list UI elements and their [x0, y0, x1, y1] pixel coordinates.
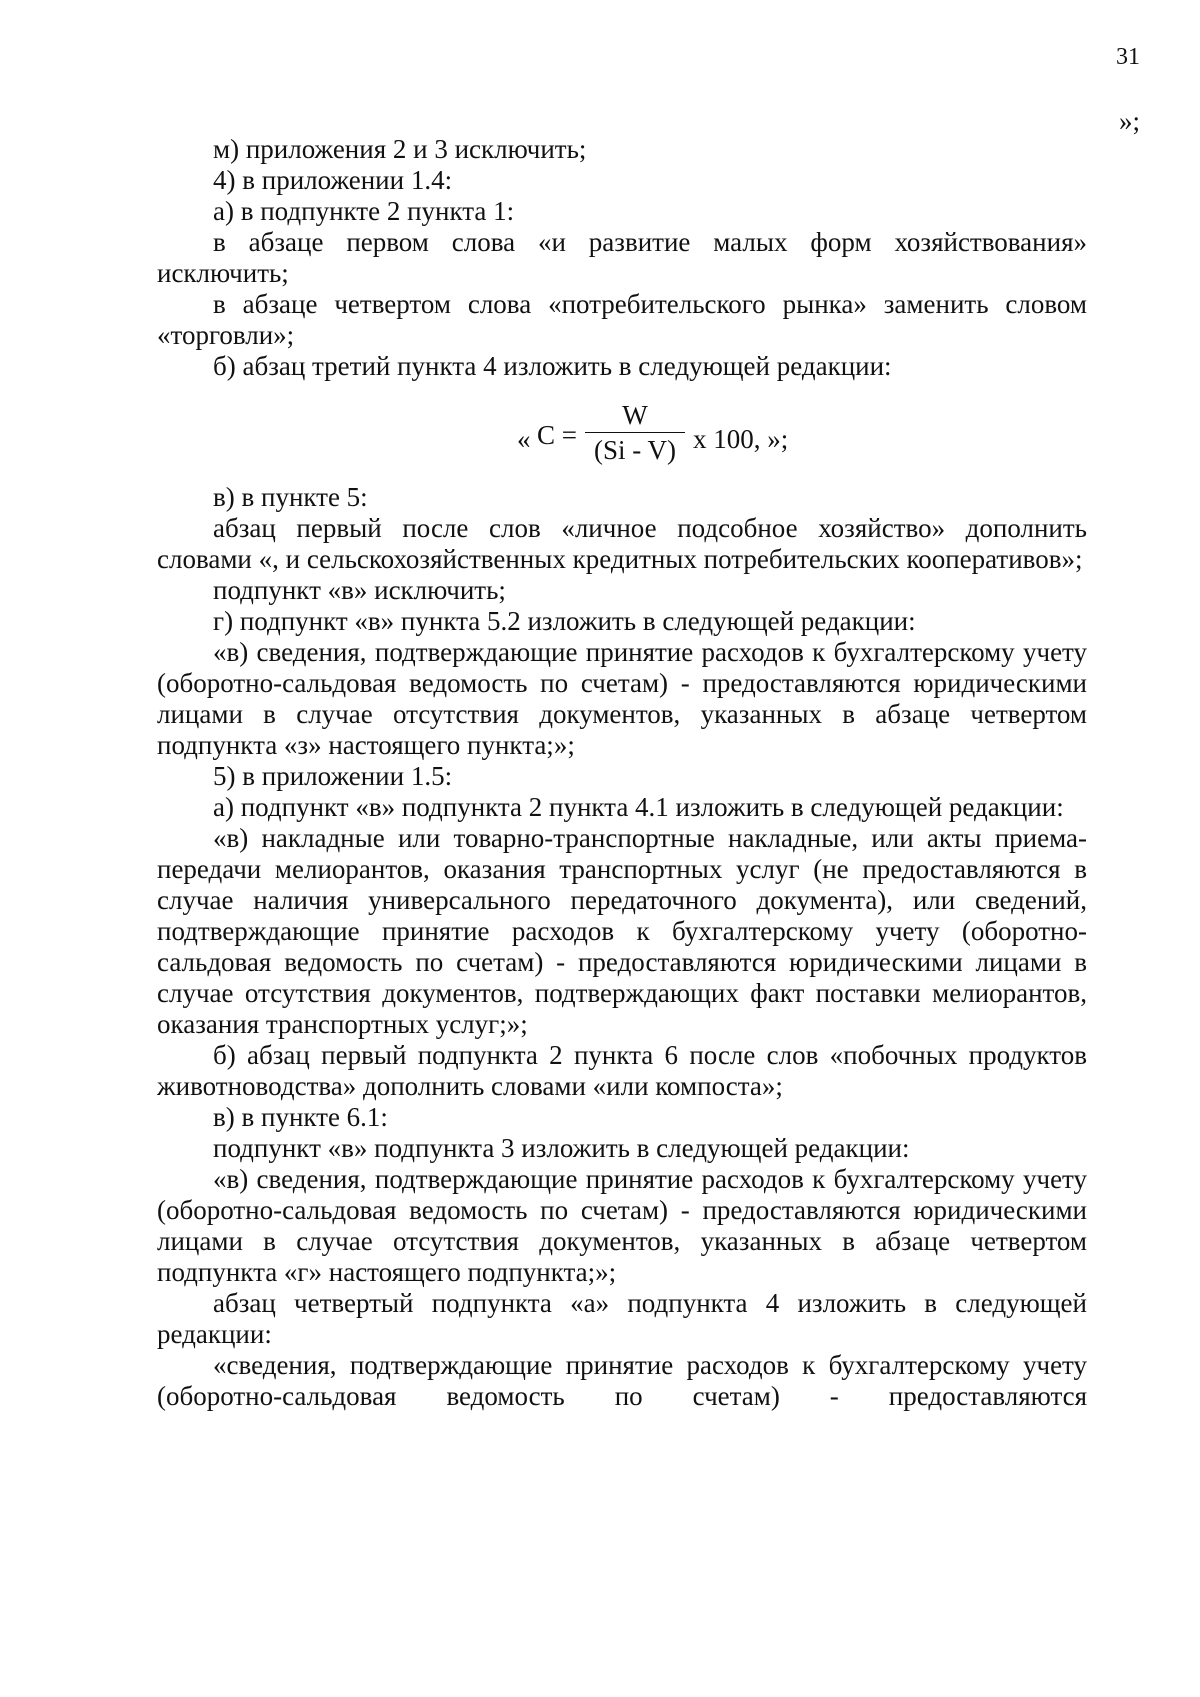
document-body: [157, 134, 1087, 1412]
paragraph: м) приложения 2 и 3 исключить;: [213, 134, 587, 164]
page-number: 31: [1116, 44, 1140, 70]
paragraph: 4) в приложении 1.4:: [213, 165, 453, 195]
paragraph: «в) сведения, подтверждающие принятие расходов к бухгалтерскому учету (оборотно-сальдовая ведомость по счетам) - предоставляются юридическими лицами в случае отсутствия документов, указанных в абзаце четвертом подпункта «г» настоящего подпункта;»;: [157, 1164, 1087, 1287]
paragraph: «сведения, подтверждающие принятие расходов к бухгалтерскому учету (оборотно-сальдовая ведомость по счетам) - предоставляются: [157, 1350, 1087, 1411]
formula-rhs: x 100, »;: [693, 424, 789, 454]
paragraph: в абзаце четвертом слова «потребительского рынка» заменить словом «торговли»;: [157, 289, 1087, 350]
paragraph: абзац первый после слов «личное подсобное хозяйство» дополнить словами «, и сельскохозяйственных кредитных потребительских кооперативов»;: [157, 513, 1087, 574]
closing-quote: »;: [1118, 106, 1140, 136]
paragraph: в) в пункте 6.1:: [213, 1102, 388, 1132]
paragraph: «в) накладные или товарно-транспортные накладные, или акты приема-передачи мелиорантов, оказания транспортных услуг (не предоставляются в случае наличия универсального передаточного документа), или сведений, подтверждающие принятие расходов к бухгалтерскому учету (оборотно-сальдовая ведомость по счетам) - предоставляются юридическими лицами в случае отсутствия документов, подтверждающих факт поставки мелиорантов, оказания транспортных услуг;»;: [157, 823, 1087, 1039]
formula-lhs: C =: [537, 420, 577, 450]
paragraph: абзац четвертый подпункта «а» подпункта 4 изложить в следующей редакции:: [157, 1288, 1087, 1349]
paragraph: а) подпункт «в» подпункта 2 пункта 4.1 изложить в следующей редакции:: [213, 792, 1064, 822]
paragraph: а) в подпункте 2 пункта 1:: [213, 196, 515, 226]
paragraph: подпункт «в» подпункта 3 изложить в следующей редакции:: [213, 1133, 910, 1163]
paragraph: б) абзац третий пункта 4 изложить в следующей редакции:: [213, 351, 892, 381]
formula-fraction: [585, 400, 685, 465]
formula-open-quote: «: [517, 424, 531, 454]
formula-numerator: W: [622, 400, 648, 430]
formula: [157, 400, 1087, 466]
paragraph: в абзаце первом слова «и развитие малых форм хозяйствования» исключить;: [157, 227, 1087, 288]
paragraph: «в) сведения, подтверждающие принятие расходов к бухгалтерскому учету (оборотно-сальдовая ведомость по счетам) - предоставляются юридическими лицами в случае отсутствия документов, указанных в абзаце четвертом подпункта «з» настоящего пункта;»;: [157, 637, 1087, 760]
formula-denominator: (Si - V): [593, 435, 676, 465]
fraction-bar: [585, 432, 685, 433]
paragraph: г) подпункт «в» пункта 5.2 изложить в следующей редакции:: [213, 606, 916, 636]
paragraph: подпункт «в» исключить;: [213, 575, 506, 605]
paragraph: 5) в приложении 1.5:: [213, 761, 453, 791]
paragraph: в) в пункте 5:: [213, 482, 368, 512]
paragraph: б) абзац первый подпункта 2 пункта 6 после слов «побочных продуктов животноводства» дополнить словами «или компоста»;: [157, 1040, 1087, 1101]
